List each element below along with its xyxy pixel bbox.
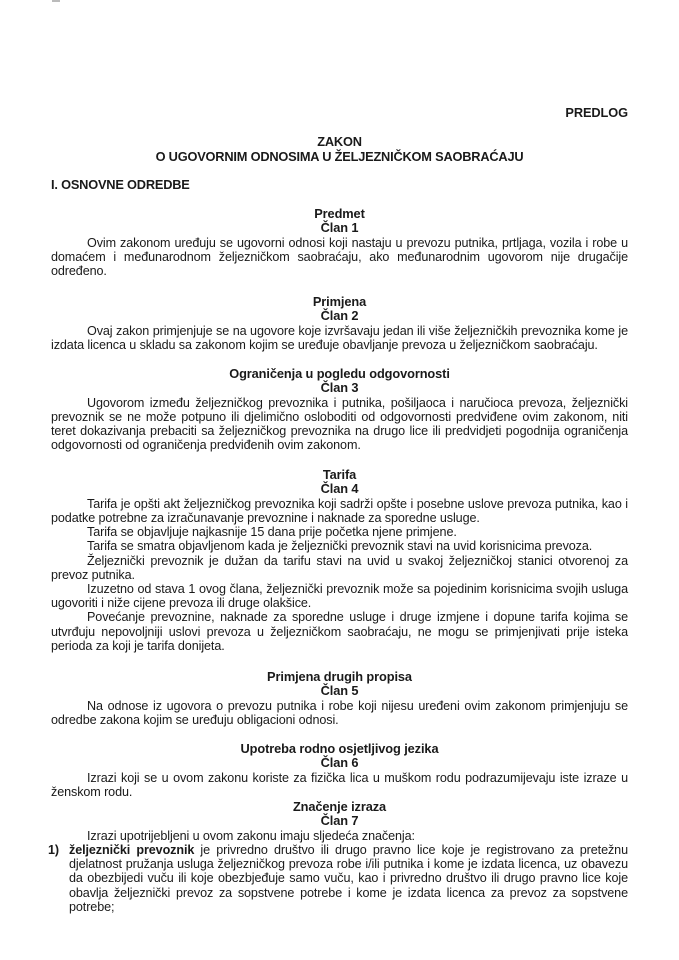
article-paragraph: Povećanje prevoznine, naknade za sporedne usluge i druge izmjene i dopune tarifa kojima se utvrđuju nepovoljniji uslovi prevoza u željezničkom saobraćaju, ne mogu se primjenjivati prije isteka perioda za koji je tarifa donijeta. xyxy=(51,610,628,653)
document-subtitle: O UGOVORNIM ODNOSIMA U ŽELJEZNIČKOM SAOBRAĆAJU xyxy=(155,149,524,164)
article-paragraph: Tarifa je opšti akt željezničkog prevoznika koji sadrži opšte i posebne uslove prevoza putnika, kao i podatke potrebne za izračunavanje prevoznine i naknade za sporedne usluge. xyxy=(51,496,628,526)
article-number: Član 3 xyxy=(320,380,359,396)
article-paragraph: Tarifa se objavljuje najkasnije 15 dana prije početka njene primjene. xyxy=(87,525,457,540)
article-paragraph: Ugovorom između željezničkog prevoznika i putnika, pošiljaoca i naručioca prevoza, željeznički prevoznik se ne može potpuno ili djelimično osloboditi od odgovornosti predviđene ovim zakonom, niti teret dokazivanja prebaciti sa željezničkog prevoznika na drugo lice ili predvidjeti pogodnija ograničenja odgovornosti od ograničenja predviđenih ovim zakonom. xyxy=(51,395,628,453)
document-title: ZAKON xyxy=(317,134,362,149)
article-title: Značenje izraza xyxy=(292,799,387,814)
article-title: Primjena drugih propisa xyxy=(267,669,412,684)
article-paragraph: Željeznički prevoznik je dužan da tarifu stavi na uvid u svakoj željezničkoj stanici otvorenoj za prevoz putnika. xyxy=(51,553,628,582)
definition-text: je privredno društvo ili drugo pravno lice koje je registrovano za pretežnu djelatnost pružanja usluga željezničkog prevoza robe i/ili putnika i kome je izdata licenca, uz obavezu da obezbijedi vuču ili koje obezbjeđuje samo vuču, kao i privredno društvo ili drugo pravno lice koje obavlja željeznički prevoz za sopstvene potrebe i kome je izdata licenca za prevoz za sopstvene potrebe; xyxy=(69,843,628,914)
article-paragraph: Izrazi upotrijebljeni u ovom zakonu imaju sljedeća značenja: xyxy=(87,828,415,843)
article-number: Član 2 xyxy=(320,308,359,324)
article-paragraph: Ovim zakonom uređuju se ugovorni odnosi koji nastaju u prevozu putnika, prtljaga, vozila i robe u domaćem i međunarodnom željezničkom saobraćaju, ako međunarodnim ugovorom nije drugačije određeno. xyxy=(51,235,628,279)
article-5 xyxy=(51,670,628,727)
article-number: Član 4 xyxy=(320,481,359,497)
article-paragraph: Izuzetno od stava 1 ovog člana, željeznički prevoznik može sa pojedinim korisnicima svojih usluga ugovoriti i niže cijene prevoza ili druge olakšice. xyxy=(51,582,628,611)
article-paragraph: Ovaj zakon primjenjuje se na ugovore koje izvršavaju jedan ili više željezničkih prevoznika kome je izdata licenca u skladu sa zakonom kojim se uređuje obavljanje prevoza u željezničkom saobraćaju. xyxy=(51,323,628,353)
article-number: Član 1 xyxy=(320,220,359,236)
article-title: Tarifa xyxy=(322,467,357,482)
article-number: Član 6 xyxy=(320,755,359,771)
definition-list-item xyxy=(48,843,628,914)
article-paragraph: Na odnose iz ugovora o prevozu putnika i robe koji nijesu uređeni ovim zakonom primjenjuju se odredbe zakona kojim se uređuju obligacioni odnosi. xyxy=(51,698,628,728)
article-title: Ograničenja u pogledu odgovornosti xyxy=(229,366,450,381)
article-3 xyxy=(51,367,628,453)
article-title: Primjena xyxy=(312,294,367,309)
article-number: Član 7 xyxy=(320,813,359,829)
article-title: Predmet xyxy=(314,206,365,221)
defined-term: željeznički prevoznik xyxy=(69,843,195,858)
article-7 xyxy=(48,799,628,914)
article-4 xyxy=(51,468,628,653)
article-1 xyxy=(51,207,628,278)
section-heading: I. OSNOVNE ODREDBE xyxy=(51,177,190,192)
scan-mark xyxy=(52,0,60,2)
article-2 xyxy=(51,295,628,352)
list-number: 1) xyxy=(48,843,59,858)
article-paragraph: Izrazi koji se u ovom zakonu koriste za fizička lica u muškom rodu podrazumijevaju iste izraze u ženskom rodu. xyxy=(51,770,628,800)
article-paragraph: Tarifa se smatra objavljenom kada je željeznički prevoznik stavi na uvid korisnicima prevoza. xyxy=(87,539,593,554)
proposal-label: PREDLOG xyxy=(565,105,628,120)
article-title: Upotreba rodno osjetljivog jezika xyxy=(240,741,439,756)
article-number: Član 5 xyxy=(320,683,359,699)
article-6 xyxy=(51,742,628,799)
